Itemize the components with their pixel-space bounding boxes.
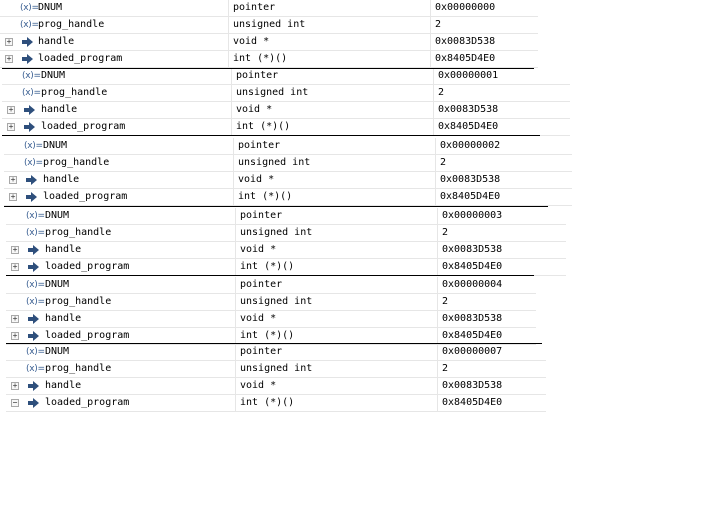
variable-value[interactable]: 0x00000000 — [435, 2, 496, 13]
column-separator — [437, 242, 438, 258]
variable-value[interactable]: 2 — [438, 87, 445, 98]
column-separator — [430, 34, 431, 50]
variable-name: loaded_program — [45, 330, 130, 341]
variable-icon: (x)= — [26, 280, 45, 290]
variable-value[interactable]: 0x00000004 — [442, 279, 503, 290]
watch-row-handle[interactable] — [2, 102, 570, 119]
variable-name: handle — [38, 36, 75, 47]
expand-plus-icon[interactable]: + — [8, 122, 14, 131]
variable-value[interactable]: 2 — [435, 19, 442, 30]
watch-row-prog-handle[interactable] — [4, 155, 572, 172]
variable-type: pointer — [236, 70, 279, 81]
variable-value[interactable]: 0x8405D4E0 — [438, 121, 499, 132]
collapse-minus-icon[interactable]: − — [12, 398, 18, 407]
watch-row-dnum[interactable] — [0, 0, 538, 17]
column-separator — [437, 328, 438, 344]
expand-plus-icon[interactable]: + — [12, 262, 18, 271]
arrow-right-icon — [28, 398, 39, 408]
watch-row-loaded-program[interactable] — [6, 259, 566, 276]
variable-type: pointer — [240, 346, 283, 357]
arrow-right-icon — [26, 192, 37, 202]
column-separator — [437, 208, 438, 224]
expand-plus-icon[interactable]: + — [12, 331, 18, 340]
watch-row-dnum[interactable] — [6, 208, 566, 225]
variable-icon: (x)= — [24, 158, 43, 168]
variable-type: unsigned int — [238, 157, 311, 168]
column-separator — [437, 311, 438, 327]
watch-row-prog-handle[interactable] — [6, 361, 546, 378]
variable-type: void * — [233, 36, 270, 47]
variable-name: loaded_program — [45, 397, 130, 408]
column-separator — [437, 277, 438, 293]
watch-row-dnum[interactable] — [4, 138, 572, 155]
variable-type: unsigned int — [236, 87, 309, 98]
watch-row-handle[interactable] — [4, 172, 572, 189]
variable-icon: (x)= — [20, 3, 39, 13]
expand-plus-icon[interactable]: + — [8, 105, 14, 114]
variable-name: handle — [45, 313, 82, 324]
variable-value[interactable]: 0x0083D538 — [442, 244, 503, 255]
arrow-right-icon — [24, 105, 35, 115]
expand-plus-icon[interactable]: + — [12, 381, 18, 390]
variable-type: void * — [236, 104, 273, 115]
variable-name: loaded_program — [38, 53, 123, 64]
variable-name: loaded_program — [41, 121, 126, 132]
expand-plus-icon[interactable]: + — [10, 192, 16, 201]
variable-value[interactable]: 0x8405D4E0 — [442, 261, 503, 272]
column-separator — [437, 378, 438, 394]
column-separator — [435, 138, 436, 154]
variable-type: void * — [240, 380, 277, 391]
variable-icon: (x)= — [26, 297, 45, 307]
arrow-right-icon — [22, 37, 33, 47]
column-separator — [235, 208, 236, 224]
variable-icon: (x)= — [20, 20, 39, 30]
variable-value[interactable]: 0x8405D4E0 — [435, 53, 496, 64]
variable-icon: (x)= — [22, 88, 41, 98]
variable-name: loaded_program — [43, 191, 128, 202]
arrow-right-icon — [28, 381, 39, 391]
variable-value[interactable]: 0x00000001 — [438, 70, 499, 81]
watch-row-dnum[interactable] — [6, 344, 546, 361]
watch-row-prog-handle[interactable] — [2, 85, 570, 102]
column-separator — [233, 155, 234, 171]
variable-type: int (*)() — [240, 330, 295, 341]
variable-type: unsigned int — [240, 227, 313, 238]
variable-value[interactable]: 0x0083D538 — [442, 313, 503, 324]
variable-icon: (x)= — [26, 364, 45, 374]
expand-plus-icon[interactable]: + — [12, 245, 18, 254]
variable-value[interactable]: 2 — [440, 157, 447, 168]
watch-row-dnum[interactable] — [2, 68, 570, 85]
watch-row-dnum[interactable] — [6, 277, 536, 294]
variable-value[interactable]: 2 — [442, 363, 449, 374]
watch-row-loaded-program[interactable] — [4, 189, 572, 206]
variable-name: DNUM — [45, 346, 70, 357]
variable-icon: (x)= — [26, 211, 45, 221]
watch-row-prog-handle[interactable] — [6, 294, 536, 311]
column-separator — [437, 395, 438, 411]
group-divider-line — [2, 68, 534, 69]
column-separator — [430, 51, 431, 67]
watch-row-loaded-program[interactable] — [6, 395, 546, 412]
variable-type: void * — [240, 313, 277, 324]
variable-value[interactable]: 0x8405D4E0 — [440, 191, 501, 202]
column-separator — [433, 102, 434, 118]
variable-type: unsigned int — [240, 296, 313, 307]
column-separator — [231, 68, 232, 84]
column-separator — [235, 259, 236, 275]
variable-icon: (x)= — [26, 228, 45, 238]
arrow-right-icon — [24, 122, 35, 132]
watch-row-loaded-program[interactable] — [0, 51, 538, 68]
variable-type: int (*)() — [233, 53, 288, 64]
column-separator — [235, 294, 236, 310]
column-separator — [235, 344, 236, 360]
variable-name: prog_handle — [43, 157, 110, 168]
variable-name: handle — [45, 380, 82, 391]
variable-value[interactable]: 2 — [442, 227, 449, 238]
column-separator — [235, 242, 236, 258]
column-separator — [437, 294, 438, 310]
column-separator — [235, 311, 236, 327]
variable-value[interactable]: 0x0083D538 — [442, 380, 503, 391]
column-separator — [228, 0, 229, 16]
watch-row-prog-handle[interactable] — [0, 17, 538, 34]
column-separator — [235, 361, 236, 377]
variable-name: prog_handle — [45, 227, 112, 238]
column-separator — [235, 225, 236, 241]
column-separator — [433, 68, 434, 84]
arrow-right-icon — [28, 245, 39, 255]
variable-type: int (*)() — [240, 397, 295, 408]
variable-name: prog_handle — [45, 363, 112, 374]
arrow-right-icon — [28, 314, 39, 324]
variable-type: pointer — [240, 279, 283, 290]
variable-type: void * — [240, 244, 277, 255]
column-separator — [233, 138, 234, 154]
column-separator — [437, 344, 438, 360]
column-separator — [430, 0, 431, 16]
variable-type: unsigned int — [240, 363, 313, 374]
variable-icon: (x)= — [26, 347, 45, 357]
arrow-right-icon — [28, 331, 39, 341]
variable-name: DNUM — [43, 140, 68, 151]
column-separator — [435, 189, 436, 205]
column-separator — [437, 259, 438, 275]
watch-row-handle[interactable] — [0, 34, 538, 51]
column-separator — [437, 361, 438, 377]
expand-plus-icon[interactable]: + — [6, 54, 12, 63]
variable-value[interactable]: 0x0083D538 — [438, 104, 499, 115]
variable-value[interactable]: 0x0083D538 — [440, 174, 501, 185]
column-separator — [231, 119, 232, 135]
variable-type: int (*)() — [240, 261, 295, 272]
column-separator — [228, 34, 229, 50]
column-separator — [228, 51, 229, 67]
variable-name: prog_handle — [45, 296, 112, 307]
column-separator — [235, 277, 236, 293]
group-divider-line — [2, 135, 540, 136]
arrow-right-icon — [28, 262, 39, 272]
group-divider-line — [6, 275, 534, 276]
arrow-right-icon — [26, 175, 37, 185]
column-separator — [430, 17, 431, 33]
variable-value[interactable]: 2 — [442, 296, 449, 307]
variable-value[interactable]: 0x8405D4E0 — [442, 397, 503, 408]
watch-row-handle[interactable] — [6, 242, 566, 259]
variable-type: pointer — [233, 2, 276, 13]
watch-row-handle[interactable] — [6, 378, 546, 395]
variable-name: DNUM — [45, 210, 70, 221]
column-separator — [235, 378, 236, 394]
variable-name: DNUM — [45, 279, 70, 290]
variable-type: int (*)() — [236, 121, 291, 132]
variable-name: loaded_program — [45, 261, 130, 272]
variable-value[interactable]: 0x00000007 — [442, 346, 503, 357]
variable-name: prog_handle — [38, 19, 105, 30]
variable-type: int (*)() — [238, 191, 293, 202]
column-separator — [233, 172, 234, 188]
watch-row-prog-handle[interactable] — [6, 225, 566, 242]
watch-row-handle[interactable] — [6, 311, 536, 328]
variable-value[interactable]: 0x00000003 — [442, 210, 503, 221]
variable-type: pointer — [240, 210, 283, 221]
variable-name: handle — [41, 104, 78, 115]
group-divider-line — [4, 206, 548, 207]
variable-name: DNUM — [38, 2, 63, 13]
arrow-right-icon — [22, 54, 33, 64]
group-divider-line — [6, 343, 542, 344]
variable-icon: (x)= — [22, 71, 41, 81]
column-separator — [235, 395, 236, 411]
variable-value[interactable]: 0x8405D4E0 — [442, 330, 503, 341]
variable-type: pointer — [238, 140, 281, 151]
variable-value[interactable]: 0x00000002 — [440, 140, 501, 151]
expand-plus-icon[interactable]: + — [6, 37, 12, 46]
expand-plus-icon[interactable]: + — [12, 314, 18, 323]
column-separator — [228, 17, 229, 33]
variable-icon: (x)= — [24, 141, 43, 151]
column-separator — [433, 85, 434, 101]
column-separator — [231, 85, 232, 101]
variable-type: void * — [238, 174, 275, 185]
expand-plus-icon[interactable]: + — [10, 175, 16, 184]
column-separator — [435, 172, 436, 188]
variable-name: handle — [45, 244, 82, 255]
column-separator — [435, 155, 436, 171]
variable-name: DNUM — [41, 70, 66, 81]
variable-value[interactable]: 0x0083D538 — [435, 36, 496, 47]
variable-type: unsigned int — [233, 19, 306, 30]
variable-name: prog_handle — [41, 87, 108, 98]
column-separator — [231, 102, 232, 118]
column-separator — [433, 119, 434, 135]
variable-name: handle — [43, 174, 80, 185]
column-separator — [233, 189, 234, 205]
column-separator — [235, 328, 236, 344]
watch-row-loaded-program[interactable] — [2, 119, 570, 136]
column-separator — [437, 225, 438, 241]
